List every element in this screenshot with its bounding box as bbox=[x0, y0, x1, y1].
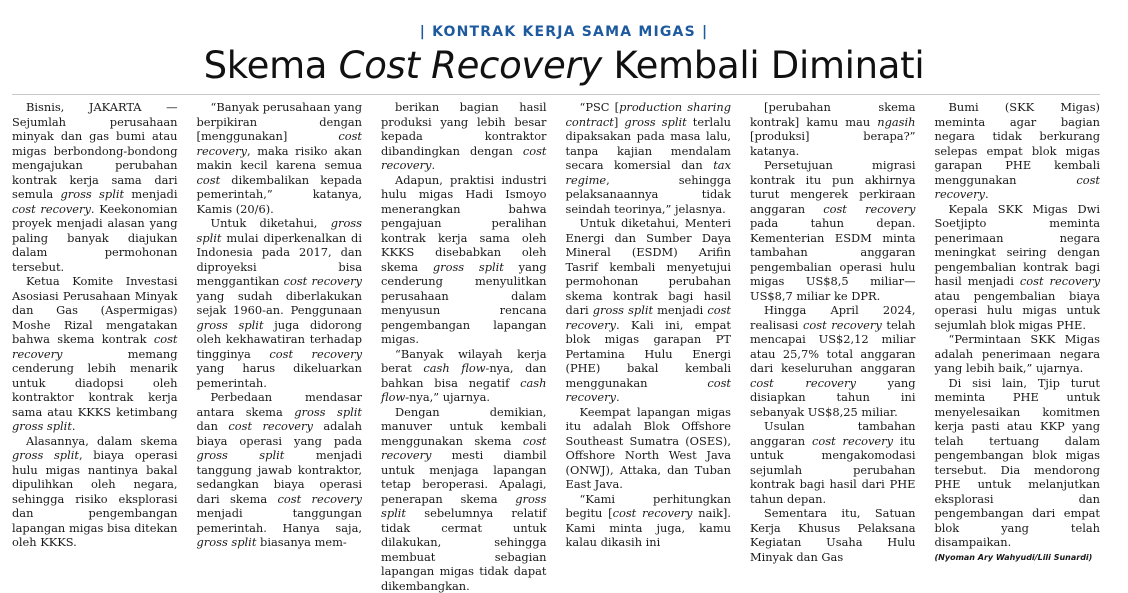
paragraph: Untuk diketahui, gross split mulai diperkenalkan di Indonesia pada 2017, dan diproyeksi bisa menggantikan cost recovery yang sudah diberlakukan sejak 1960-an. Penggunaan gross split juga didorong oleh kekhawatiran terhadap tingginya cost recovery yang harus dikeluarkan pemerintah. bbox=[197, 216, 363, 390]
paragraph: Perbedaan mendasar antara skema gross split dan cost recovery adalah biaya operasi yang pada gross split menjadi tanggung jawab kontraktor, sedangkan biaya operasi dari skema cost recovery menjadi tanggungan pemerintah. Hanya saja, gross split biasanya mem- bbox=[197, 390, 363, 550]
paragraph: Bumi (SKK Migas) meminta agar bagian negara tidak berkurang selepas empat blok migas garapan PHE kembali menggunakan cost recovery. bbox=[935, 100, 1101, 202]
author-credit: (Nyoman Ary Wahyudi/Lili Sunardi) bbox=[935, 551, 1101, 566]
column-5 bbox=[750, 100, 916, 504]
paragraph: Alasannya, dalam skema gross split, biaya operasi hulu migas nantinya bakal dipulihkan oleh negara, sehingga risiko eksplorasi dan pengembangan lapangan migas bisa ditekan oleh KKKS. bbox=[12, 434, 178, 550]
headline-divider bbox=[12, 94, 1100, 95]
paragraph: Ketua Komite Investasi Asosiasi Perusahaan Minyak dan Gas (Aspermigas) Moshe Rizal mengatakan bahwa skema kontrak cost recovery memang cenderung lebih menarik untuk diadopsi oleh kontraktor kontrak kerja sama atau KKKS ketimbang gross split. bbox=[12, 274, 178, 434]
paragraph: Di sisi lain, Tjip turut meminta PHE untuk menyelesaikan komitmen kerja pasti atau KKP yang telah tertuang dalam pengembangan blok migas tersebut. Dia mendorong PHE untuk melanjutkan eksplorasi dan pengembangan dari empat blok yang telah disampaikan. bbox=[935, 376, 1101, 550]
section-kicker: | KONTRAK KERJA SAMA MIGAS | bbox=[0, 24, 1128, 40]
paragraph: Bisnis, JAKARTA — Sejumlah perusahaan minyak dan gas bumi atau migas berbondong-bondong mengajukan perubahan kontrak kerja sama dari semula gross split menjadi cost recovery. Keekonomian proyek menjadi alasan yang paling banyak diajukan dalam permohonan tersebut. bbox=[12, 100, 178, 274]
paragraph: Dengan demikian, manuver untuk kembali menggunakan skema cost recovery mesti diambil untuk menjaga lapangan tetap beroperasi. Apalagi, penerapan skema gross split sebelumnya relatif tidak cermat untuk dilakukan, sehingga membuat sebagian lapangan migas tidak dapat dikembangkan. bbox=[381, 405, 547, 593]
paragraph: “Kami perhitungkan begitu [cost recovery naik]. Kami minta juga, kamu kalau dikasih ini bbox=[566, 492, 732, 550]
paragraph: Hingga April 2024, realisasi cost recovery telah mencapai US$2,12 miliar atau 25,7% total anggaran dari keseluruhan anggaran cost recovery yang disiapkan tahun ini sebanyak US$8,25 miliar. bbox=[750, 303, 916, 419]
paragraph: Untuk diketahui, Menteri Energi dan Sumber Daya Mineral (ESDM) Arifin Tasrif kembali menyetujui permohonan perubahan skema kontrak bagi hasil dari gross split menjadi cost recovery. Kali ini, empat blok migas garapan PT Pertamina Hulu Energi (PHE) bakal kembali menggunakan cost recovery. bbox=[566, 216, 732, 405]
paragraph: Usulan tambahan anggaran cost recovery itu untuk mengakomodasi sejumlah perubahan kontrak bagi hasil dari PHE tahun depan. bbox=[750, 419, 916, 506]
column-6 bbox=[935, 100, 1101, 504]
column-3 bbox=[381, 100, 547, 504]
article-headline bbox=[0, 42, 1128, 90]
column-4 bbox=[566, 100, 732, 504]
headline-part-2: Kembali Diminati bbox=[602, 44, 924, 87]
paragraph: “Permintaan SKK Migas adalah penerimaan negara yang lebih baik,” ujarnya. bbox=[935, 332, 1101, 376]
paragraph: Keempat lapangan migas itu adalah Blok Offshore Southeast Sumatra (OSES), Offshore North West Java (ONWJ), Attaka, dan Tuban East Java. bbox=[566, 405, 732, 492]
paragraph: Adapun, praktisi industri hulu migas Hadi Ismoyo menerangkan bahwa pengajuan peralihan kontrak kerja sama oleh KKKS disebabkan oleh skema gross split yang cenderung menyulitkan perusahaan dalam menyusun rencana pengembangan lapangan migas. bbox=[381, 173, 547, 347]
headline-part-1: Skema bbox=[204, 44, 339, 87]
paragraph: Persetujuan migrasi kontrak itu pun akhirnya turut mengerek perkiraan anggaran cost recovery pada tahun depan. Kementerian ESDM minta tambahan anggaran pengembalian operasi hulu migas US$8,5 miliar—US$8,7 miliar ke DPR. bbox=[750, 158, 916, 303]
column-1 bbox=[12, 100, 178, 504]
paragraph: Kepala SKK Migas Dwi Soetjipto meminta penerimaan negara meningkat seiring dengan pengembalian kontrak bagi hasil menjadi cost recovery atau pengembalian biaya operasi hulu migas untuk sejumlah blok migas PHE. bbox=[935, 202, 1101, 333]
headline-italic: Cost Recovery bbox=[339, 44, 602, 87]
article-body bbox=[12, 100, 1100, 504]
paragraph: Sementara itu, Satuan Kerja Khusus Pelaksana Kegiatan Usaha Hulu Minyak dan Gas bbox=[750, 506, 916, 564]
paragraph: “PSC [production sharing contract] gross split terlalu dipaksakan pada masa lalu, tanpa kajian mendalam secara komersial dan tax regime, sehingga pelaksanaannya tidak seindah teorinya,” jelasnya. bbox=[566, 100, 732, 216]
paragraph: berikan bagian hasil produksi yang lebih besar kepada kontraktor dibandingkan dengan cost recovery. bbox=[381, 100, 547, 173]
paragraph: “Banyak perusahaan yang berpikiran dengan [menggunakan] cost recovery, maka risiko akan makin kecil karena semua cost dikembalikan kepada pemerintah,” katanya, Kamis (20/6). bbox=[197, 100, 363, 216]
paragraph: [perubahan skema kontrak] kamu mau ngasih [produksi] berapa?” katanya. bbox=[750, 100, 916, 158]
paragraph: “Banyak wilayah kerja berat cash flow-nya, dan bahkan bisa negatif cash flow-nya,” ujarnya. bbox=[381, 347, 547, 405]
column-2 bbox=[197, 100, 363, 504]
